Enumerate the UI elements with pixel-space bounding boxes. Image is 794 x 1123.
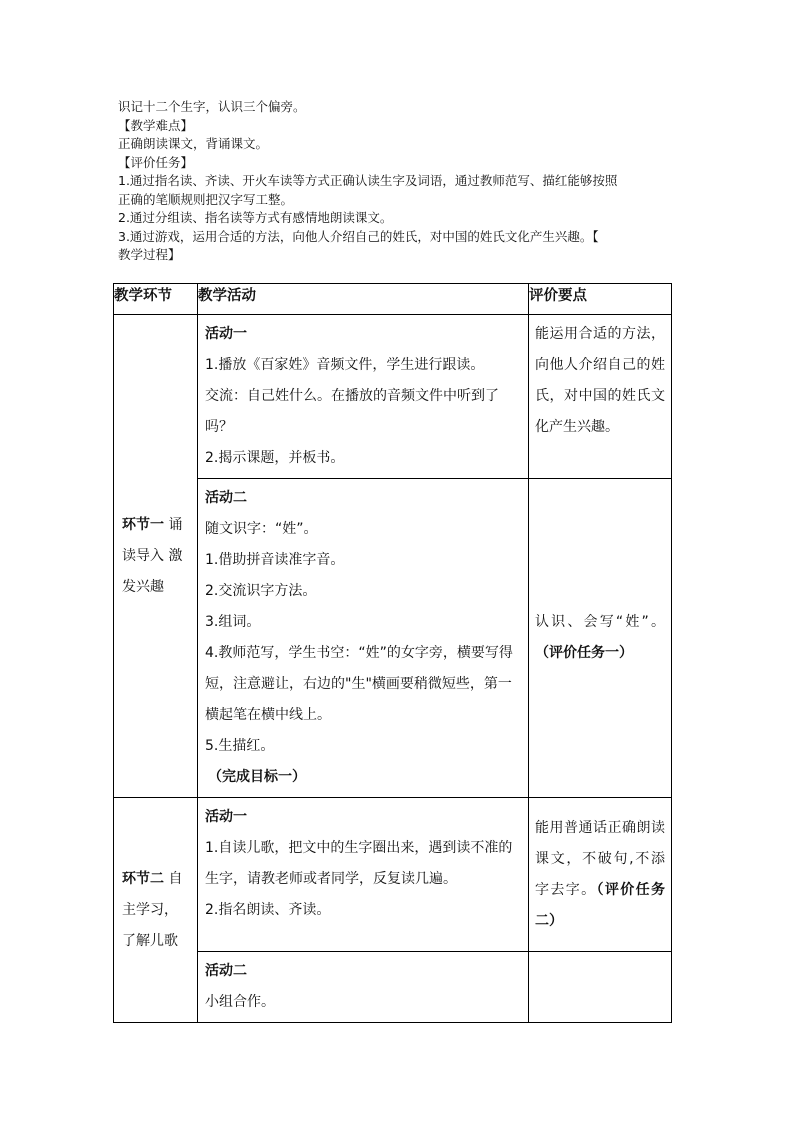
activity-line: 随文识字：“姓”。 <box>205 521 318 537</box>
activity-line: 3.组词。 <box>205 614 261 630</box>
evaluation-cell <box>529 479 672 798</box>
stage-cell-2 <box>114 798 198 1023</box>
stage-title: 自主学习，了解儿歌 <box>122 870 183 949</box>
evaluation-text: 认识、会写“姓”。 <box>535 614 665 630</box>
intro-section <box>118 98 678 265</box>
activity-line: 1.自读儿歌，把文中的生字圈出来，遇到读不准的生字，请教老师或者同学，反复读几遍。 <box>205 840 513 887</box>
activity-cell <box>198 315 529 479</box>
activity-line: 1.借助拼音读准字音。 <box>205 552 345 568</box>
intro-line: 正确的笔顺规则把汉字写工整。 <box>118 191 294 207</box>
activity-cell <box>198 798 529 952</box>
intro-line: 正确朗读课文，背诵课文。 <box>118 136 269 151</box>
intro-line: 2.通过分组读、指名读等方式有感情地朗读课文。 <box>118 210 393 225</box>
stage-label: 环节二 <box>122 870 164 887</box>
activity-title: 活动一 <box>205 809 247 825</box>
activity-line: 2.交流识字方法。 <box>205 583 317 599</box>
activity-title: 活动二 <box>205 963 247 979</box>
table-row <box>114 952 672 1023</box>
section-heading-process: 教学过程】 <box>118 247 181 262</box>
table-row <box>114 479 672 798</box>
activity-line: 小组合作。 <box>205 994 275 1010</box>
stage-title: 诵读导入 激发兴趣 <box>122 516 183 595</box>
evaluation-task-label: （评价任务一） <box>535 645 633 661</box>
lesson-table <box>113 283 672 1023</box>
section-heading-difficulty: 【教学难点】 <box>118 117 194 133</box>
activity-cell <box>198 952 529 1023</box>
activity-line: 2.揭示课题，并板书。 <box>205 450 345 466</box>
evaluation-cell <box>529 952 672 1023</box>
evaluation-text: 能运用合适的方法，向他人介绍自己的姓氏，对中国的姓氏文化产生兴趣。 <box>535 326 665 435</box>
activity-line: 2.指名朗读、齐读。 <box>205 902 331 918</box>
stage-cell-1 <box>114 315 198 798</box>
activity-cell <box>198 479 529 798</box>
evaluation-text: 能用普通话正确朗读课文，不破句,不添字去字。 <box>535 819 665 898</box>
intro-line: 1.通过指名读、齐读、开火车读等方式正确认读生字及词语，通过教师范写、描红能够按照 <box>118 173 618 188</box>
stage-label: 环节一 <box>122 516 164 533</box>
evaluation-cell <box>529 315 672 479</box>
header-evaluation: 评价要点 <box>529 284 672 315</box>
activity-note: （完成目标一） <box>208 769 306 785</box>
evaluation-task-label: （评价任务二） <box>535 881 665 929</box>
table-row <box>114 798 672 952</box>
activity-title: 活动一 <box>205 326 247 342</box>
table-header-row <box>114 284 672 315</box>
activity-line: 4.教师范写，学生书空：“姓”的女字旁，横要写得短，注意避让，右边的"生"横画要稍微短些，第一横起笔在横中线上。 <box>205 645 513 723</box>
activity-title: 活动二 <box>205 490 247 506</box>
intro-line: 识记十二个生字，认识三个偏旁。 <box>118 99 306 114</box>
activity-line: 交流：自己姓什么。在播放的音频文件中听到了吗？ <box>205 388 499 435</box>
activity-line: 1.播放《百家姓》音频文件，学生进行跟读。 <box>205 357 485 373</box>
activity-line: 5.生描红。 <box>205 738 275 754</box>
header-stage: 教学环节 <box>114 284 198 315</box>
table-row <box>114 315 672 479</box>
section-heading-evaluation: 【评价任务】 <box>118 154 194 170</box>
intro-line: 3.通过游戏，运用合适的方法，向他人介绍自己的姓氏，对中国的姓氏文化产生兴趣。【 <box>118 228 599 244</box>
evaluation-cell <box>529 798 672 952</box>
header-activity: 教学活动 <box>198 284 529 315</box>
